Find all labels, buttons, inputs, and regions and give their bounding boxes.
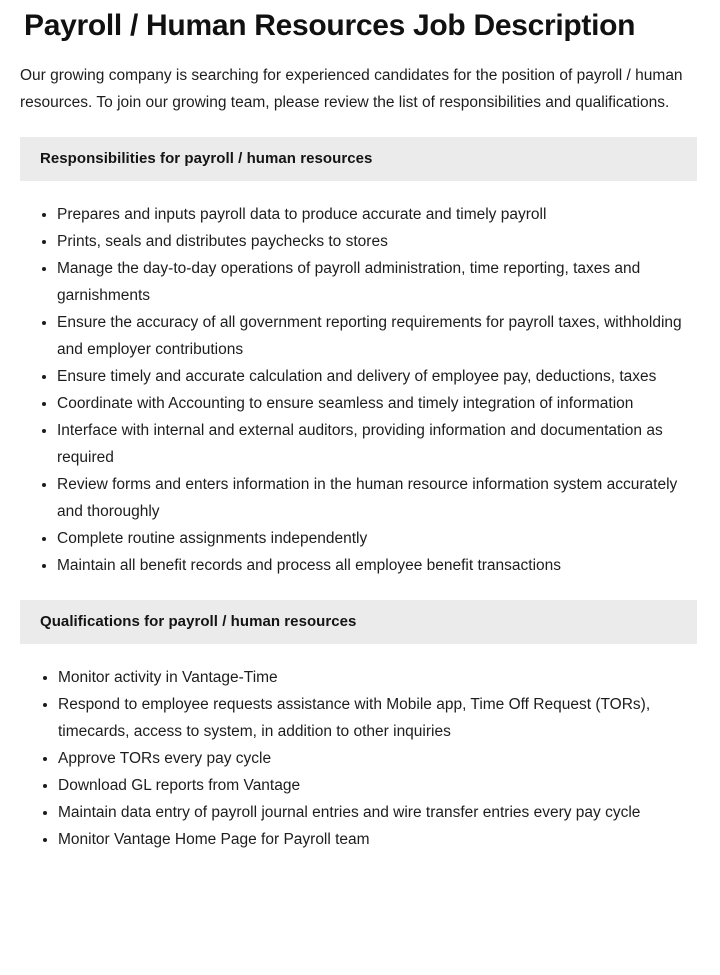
list-item: Download GL reports from Vantage — [0, 772, 720, 799]
page-bottom-spacer — [0, 853, 720, 869]
list-item: Prints, seals and distributes paychecks to stores — [0, 228, 720, 255]
list-item: Maintain all benefit records and process all employee benefit transactions — [0, 552, 720, 579]
section-responsibilities — [0, 137, 720, 579]
section-qualifications — [0, 600, 720, 853]
list-item: Approve TORs every pay cycle — [0, 745, 720, 772]
list-item: Interface with internal and external auditors, providing information and documentation as required — [0, 417, 720, 471]
list-item: Monitor activity in Vantage-Time — [0, 664, 720, 691]
page-title: Payroll / Human Resources Job Description — [24, 9, 636, 42]
list-item: Manage the day-to-day operations of payroll administration, time reporting, taxes and garnishments — [0, 255, 720, 309]
responsibilities-list — [0, 181, 720, 579]
list-item: Complete routine assignments independently — [0, 525, 720, 552]
section-heading-qualifications: Qualifications for payroll / human resources — [20, 600, 697, 644]
qualifications-list — [0, 644, 720, 853]
list-item: Ensure timely and accurate calculation and delivery of employee pay, deductions, taxes — [0, 363, 720, 390]
list-item: Ensure the accuracy of all government reporting requirements for payroll taxes, withholding and employer contributions — [0, 309, 720, 363]
list-item: Monitor Vantage Home Page for Payroll team — [0, 826, 720, 853]
section-heading-responsibilities: Responsibilities for payroll / human resources — [20, 137, 697, 181]
list-item: Maintain data entry of payroll journal entries and wire transfer entries every pay cycle — [0, 799, 720, 826]
intro-paragraph: Our growing company is searching for experienced candidates for the position of payroll / human resources. To join our growing team, please review the list of responsibilities and qualifications. — [20, 66, 683, 111]
list-item: Prepares and inputs payroll data to produce accurate and timely payroll — [0, 201, 720, 228]
list-item: Review forms and enters information in the human resource information system accurately and thoroughly — [0, 471, 720, 525]
list-item: Coordinate with Accounting to ensure seamless and timely integration of information — [0, 390, 720, 417]
list-item: Respond to employee requests assistance with Mobile app, Time Off Request (TORs), timecards, access to system, in addition to other inquiries — [0, 691, 720, 745]
